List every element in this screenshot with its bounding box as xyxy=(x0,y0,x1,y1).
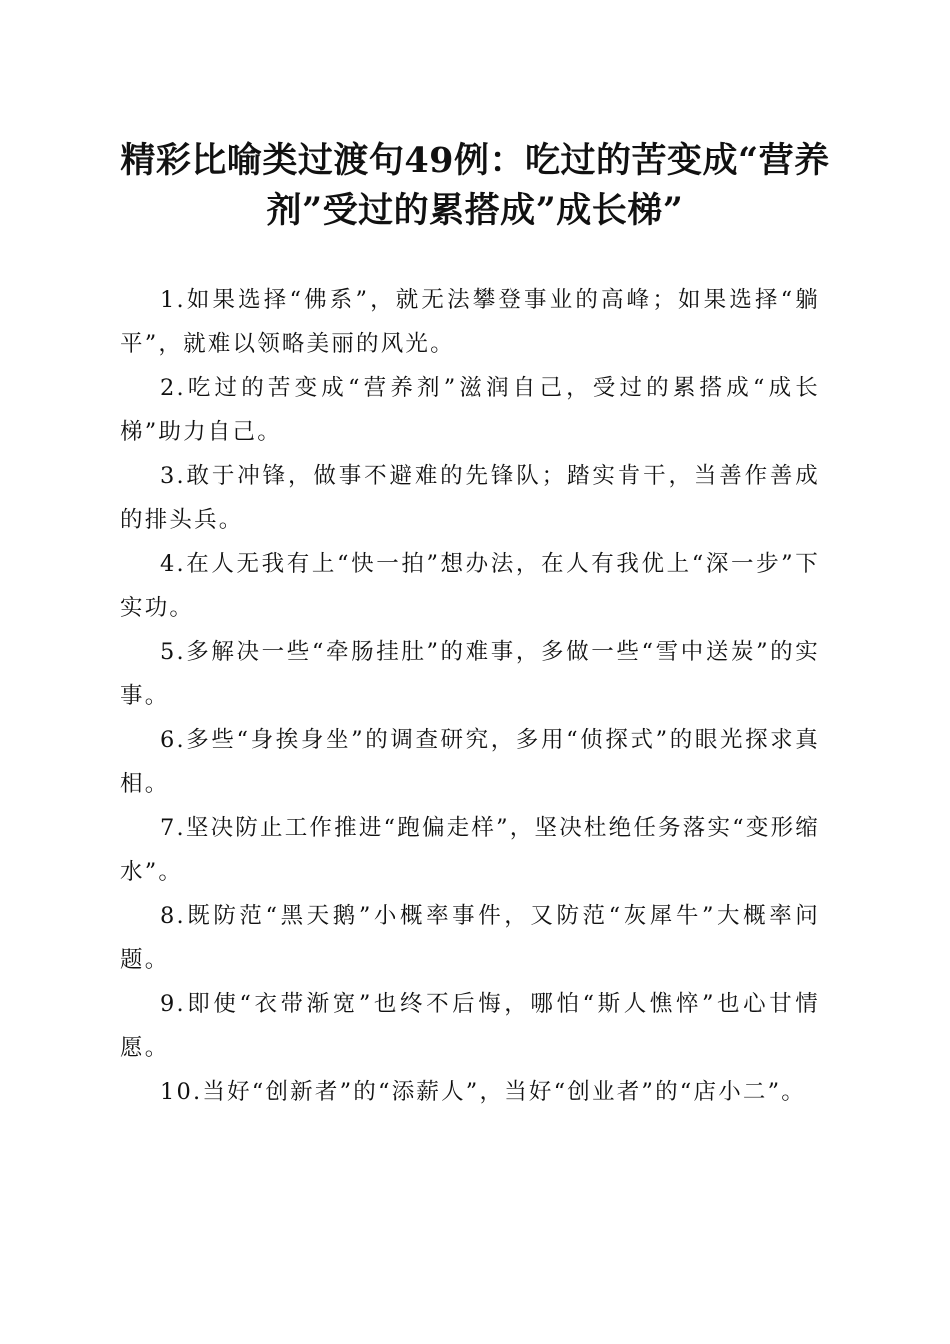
list-item: 7.坚决防止工作推进“跑偏走样”，坚决杜绝任务落实“变形缩水”。 xyxy=(120,815,820,885)
list-item: 10.当好“创新者”的“添薪人”，当好“创业者”的“店小二”。 xyxy=(160,1079,807,1105)
list-item: 3.敢于冲锋，做事不避难的先锋队；踏实肯干，当善作善成的排头兵。 xyxy=(120,463,820,533)
list-item: 2.吃过的苦变成“营养剂”滋润自己，受过的累搭成“成长梯”助力自己。 xyxy=(120,375,820,445)
list-item: 6.多些“身挨身坐”的调查研究，多用“侦探式”的眼光探求真相。 xyxy=(120,727,820,797)
list-item: 4.在人无我有上“快一拍”想办法，在人有我优上“深一步”下实功。 xyxy=(120,551,820,621)
list-item: 1.如果选择“佛系”，就无法攀登事业的高峰；如果选择“躺平”，就难以领略美丽的风光。 xyxy=(120,287,820,357)
list-item: 5.多解决一些“牵肠挂肚”的难事，多做一些“雪中送炭”的实事。 xyxy=(120,639,820,709)
list-item: 9.即使“衣带渐宽”也终不后悔，哪怕“斯人憔悴”也心甘情愿。 xyxy=(120,991,820,1061)
document-body xyxy=(120,278,820,1114)
document-title: 精彩比喻类过渡句49例：吃过的苦变成“营养剂”受过的累搭成”成长梯” xyxy=(120,140,830,231)
list-item: 8.既防范“黑天鹅”小概率事件，又防范“灰犀牛”大概率问题。 xyxy=(120,903,820,973)
